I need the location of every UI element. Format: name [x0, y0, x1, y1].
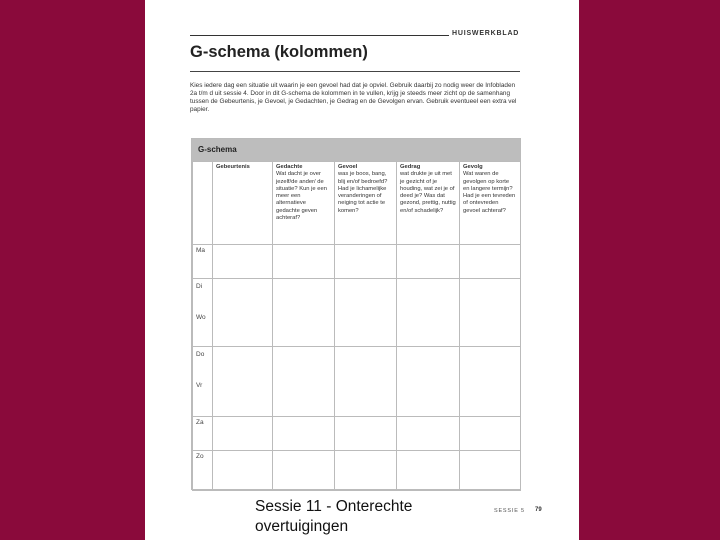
day-label: Ma — [193, 245, 213, 279]
day-label-vr: Vr — [196, 382, 203, 389]
cell[interactable] — [273, 451, 335, 491]
table-row — [193, 417, 521, 451]
column-title: Gedachte — [276, 164, 303, 170]
cell[interactable] — [397, 279, 460, 347]
slide-caption: Sessie 11 - Onterechte overtuigingen — [255, 498, 413, 535]
schema-heading: G-schema — [192, 139, 520, 161]
cell[interactable] — [460, 417, 521, 451]
column-header-gedachte — [273, 162, 335, 245]
day-label-wo: Wo — [196, 314, 206, 321]
column-header-gevolg — [460, 162, 521, 245]
column-header-gevoel — [335, 162, 397, 245]
cell[interactable] — [213, 451, 273, 491]
cell[interactable] — [213, 245, 273, 279]
cell[interactable] — [213, 417, 273, 451]
column-question: Wat dacht je over jezelf/de ander/ de situatie? Kun je een meer een alternatieve gedachte geven achteraf? — [276, 171, 327, 222]
cell[interactable] — [397, 451, 460, 491]
day-label: Zo — [193, 451, 213, 491]
cell[interactable] — [460, 245, 521, 279]
schema-grid — [192, 161, 521, 491]
worksheet-label: HUISWERKBLAD — [449, 30, 519, 37]
page-title: G-schema (kolommen) — [190, 43, 368, 61]
cell[interactable] — [335, 451, 397, 491]
cell[interactable] — [335, 245, 397, 279]
cell[interactable] — [397, 417, 460, 451]
cell[interactable] — [460, 279, 521, 347]
cell[interactable] — [273, 347, 335, 417]
table-row — [193, 451, 521, 491]
cell[interactable] — [397, 245, 460, 279]
column-question: was je boos, bang, blij en/of bedroefd? Had je lichamelijke veranderingen of neiging tot actie te komen? — [338, 171, 388, 214]
column-title: Gevoel — [338, 164, 358, 170]
corner-cell — [193, 162, 213, 245]
day-label — [193, 347, 213, 417]
header-rule — [190, 35, 488, 36]
title-rule — [190, 71, 520, 72]
session-label: SESSIE 5 — [494, 508, 525, 514]
cell[interactable] — [335, 347, 397, 417]
cell[interactable] — [213, 279, 273, 347]
header-row — [193, 162, 521, 245]
worksheet-page — [145, 0, 579, 540]
cell[interactable] — [273, 279, 335, 347]
cell[interactable] — [335, 279, 397, 347]
column-header-gedrag — [397, 162, 460, 245]
day-label-do: Do — [196, 351, 205, 358]
table-row — [193, 347, 521, 417]
day-label: Za — [193, 417, 213, 451]
column-title: Gebeurtenis — [216, 164, 250, 170]
cell[interactable] — [213, 347, 273, 417]
column-header-gebeurtenis — [213, 162, 273, 245]
g-schema-table — [191, 138, 521, 490]
day-label — [193, 279, 213, 347]
cell[interactable] — [273, 417, 335, 451]
page-number: 79 — [535, 507, 542, 513]
table-row — [193, 245, 521, 279]
cell[interactable] — [335, 417, 397, 451]
cell[interactable] — [397, 347, 460, 417]
column-title: Gevolg — [463, 164, 483, 170]
day-label-di: Di — [196, 283, 203, 290]
cell[interactable] — [460, 347, 521, 417]
intro-text: Kies iedere dag een situatie uit waarin je een gevoel had dat je opviel. Gebruik daarbij zo nodig weer de Infobladen 2a t/m d uit sessie 4. Door in dit G-schema de kolommen in te vullen, krijg je steeds meer zicht op de samenhang tussen de Gebeurtenis, je Gevoel, je Gedachten, je Gedrag en de Gevolgen ervan. Gebruik eventueel een extra vel papier. — [190, 82, 517, 114]
cell[interactable] — [273, 245, 335, 279]
table-row — [193, 279, 521, 347]
cell[interactable] — [460, 451, 521, 491]
column-title: Gedrag — [400, 164, 421, 170]
column-question: Wat waren de gevolgen op korte en langere termijn? Had je een tevreden of ontevreden gevoel achteraf? — [463, 171, 516, 214]
column-question: wat drukte je uit met je gezicht of je houding, wat zei je of deed je? Was dat gezond, prettig, nuttig en/of schadelijk? — [400, 171, 456, 214]
